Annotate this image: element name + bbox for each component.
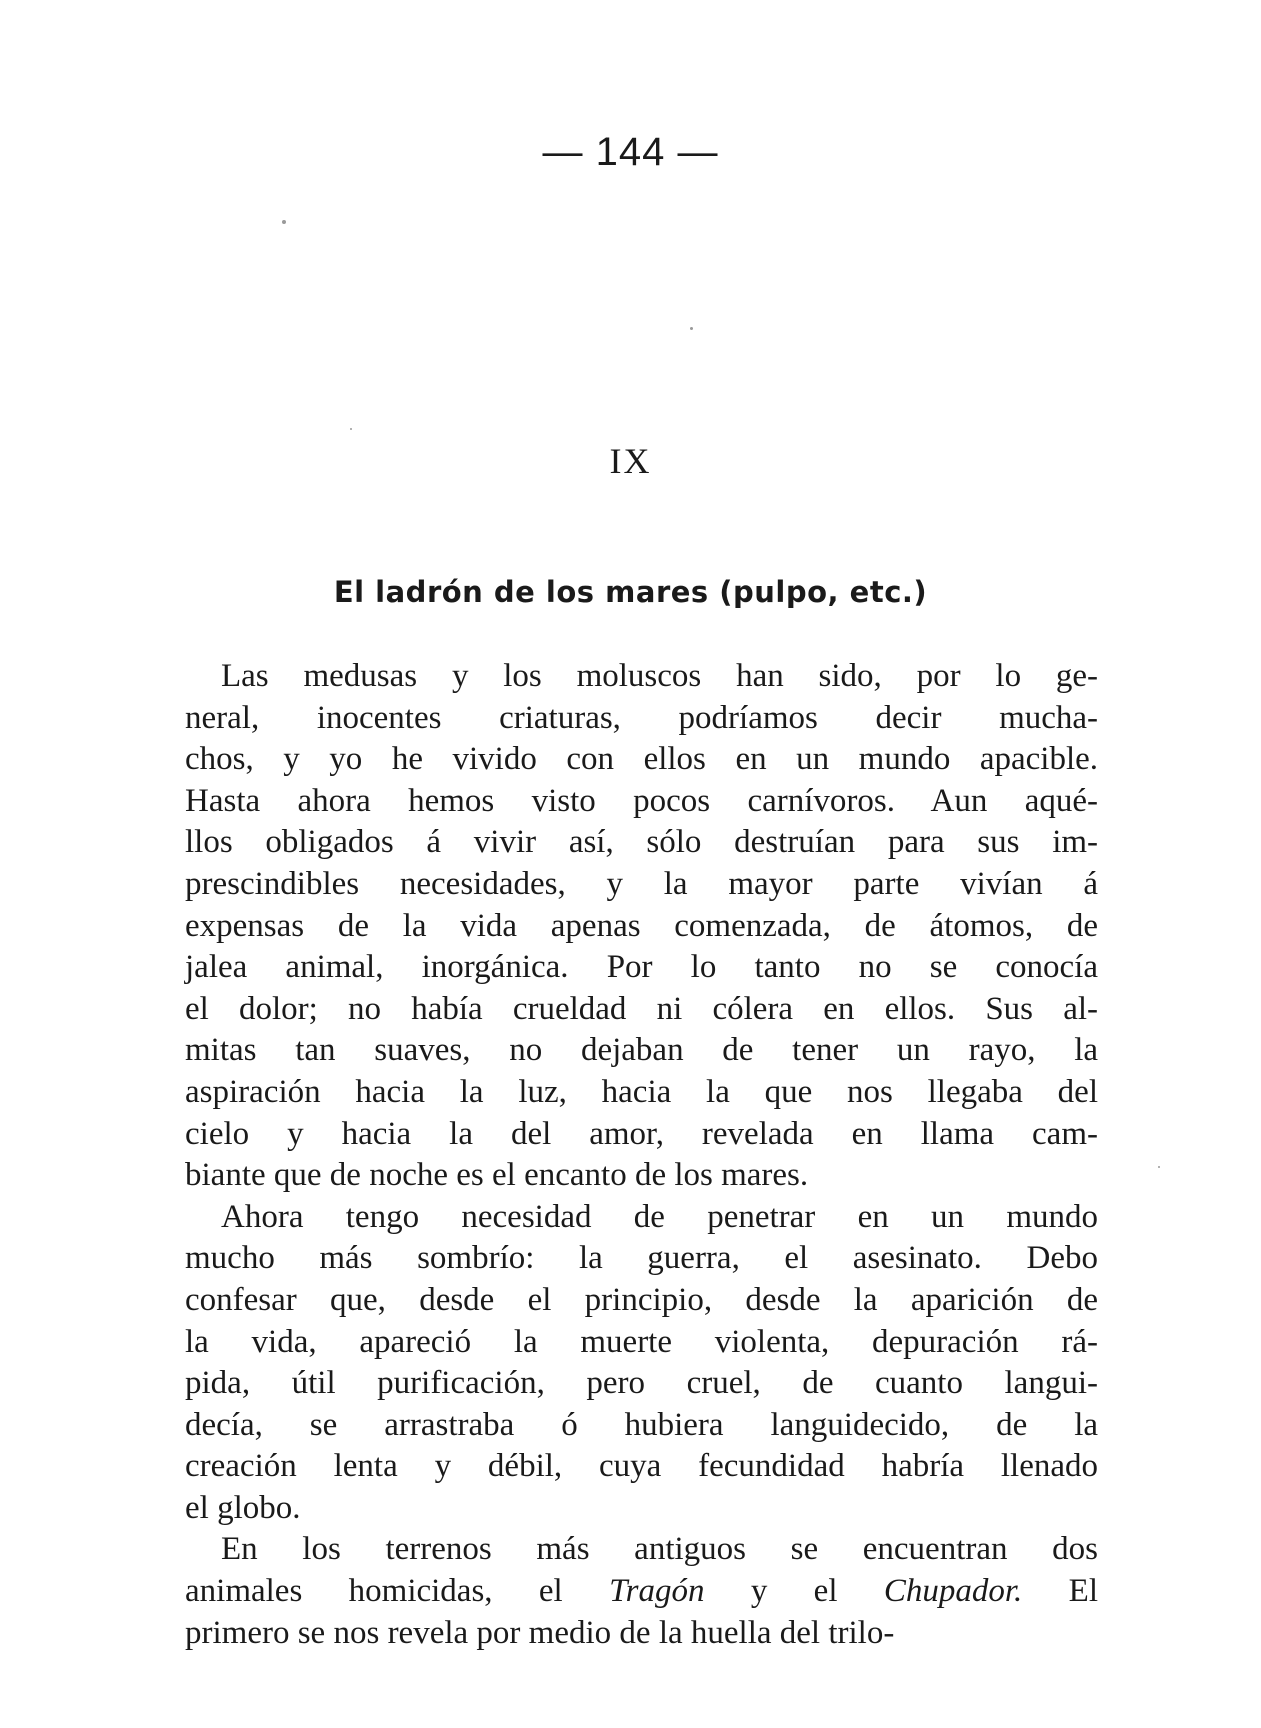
scan-speck <box>350 428 352 430</box>
text-line: confesar que, desde el principio, desde la aparición de <box>185 1281 1098 1318</box>
text-line: mucho más sombrío: la guerra, el asesinato. Debo <box>185 1240 1098 1277</box>
text-line: animales homicidas, el Tragón y el Chupador. El <box>185 1573 1098 1610</box>
text-line: Las medusas y los moluscos han sido, por lo ge- <box>221 658 1099 694</box>
text-line: En los terrenos más antiguos se encuentran dos <box>221 1531 1098 1568</box>
text-line: expensas de la vida apenas comenzada, de átomos, de <box>185 907 1098 944</box>
text-line: llos obligados á vivir así, sólo destruían para sus im- <box>185 824 1099 861</box>
text-line: decía, se arrastraba ó hubiera languidecido, de la <box>185 1406 1099 1443</box>
text-line: la vida, apareció la muerte violenta, depuración rá- <box>185 1323 1098 1360</box>
page-number: — 144 — <box>542 130 719 174</box>
text-line: neral, inocentes criaturas, podríamos decir mucha- <box>185 699 1099 736</box>
text-line: cielo y hacia la del amor, revelada en llama cam- <box>185 1115 1098 1152</box>
text-line: pida, útil purificación, pero cruel, de cuanto langui- <box>185 1365 1098 1402</box>
chapter-numeral: IX <box>609 441 652 481</box>
text-line: primero se nos revela por medio de la huella del trilo- <box>185 1614 895 1651</box>
text-line: Ahora tengo necesidad de penetrar en un mundo <box>221 1198 1098 1235</box>
text-line: mitas tan suaves, no dejaban de tener un rayo, la <box>185 1032 1099 1069</box>
scan-speck <box>282 220 286 224</box>
scan-speck <box>1158 1166 1160 1168</box>
text-line: chos, y yo he vivido con ellos en un mundo apacible. <box>185 741 1099 778</box>
text-line: biante que de noche es el encanto de los mares. <box>185 1157 809 1194</box>
text-line: aspiración hacia la luz, hacia la que nos llegaba del <box>185 1073 1098 1110</box>
scan-speck <box>690 327 693 330</box>
text-line: creación lenta y débil, cuya fecundidad habría llenado <box>185 1448 1099 1485</box>
text-line: el globo. <box>185 1489 301 1526</box>
text-line: Hasta ahora hemos visto pocos carnívoros. Aun aqué- <box>185 782 1098 819</box>
text-line: prescindibles necesidades, y la mayor parte vivían á <box>185 865 1099 902</box>
text-line: jalea animal, inorgánica. Por lo tanto no se conocía <box>185 949 1098 986</box>
body-text <box>185 656 1098 1654</box>
text-line: el dolor; no había crueldad ni cólera en ellos. Sus al- <box>185 990 1098 1027</box>
chapter-title: El ladrón de los mares (pulpo, etc.) <box>333 575 928 609</box>
